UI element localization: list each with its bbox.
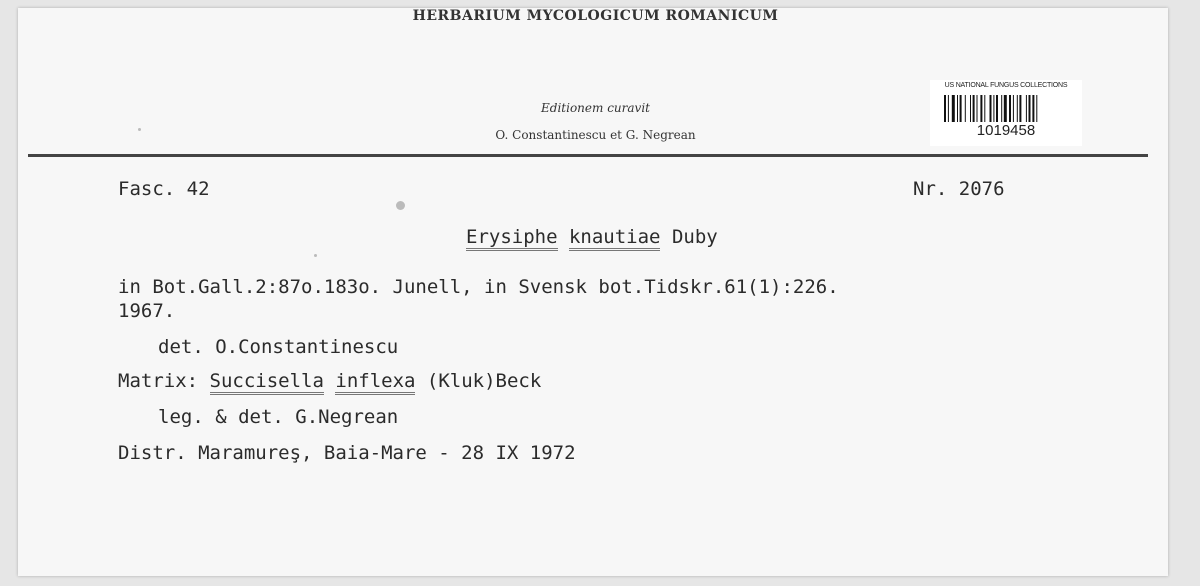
barcode-sticker xyxy=(930,80,1082,146)
barcode-image xyxy=(944,95,1068,122)
header-subtitle: Editionem curavit xyxy=(541,101,650,115)
species-genus: Erysiphe xyxy=(466,226,558,251)
barcode-org: US NATIONAL FUNGUS COLLECTIONS xyxy=(944,82,1068,89)
species-author: Duby xyxy=(671,226,718,248)
locality: Distr. Maramureş, Baia-Mare - 28 IX 1972 xyxy=(118,442,576,464)
speck xyxy=(138,128,141,131)
citation-line-2: 1967. xyxy=(118,300,176,322)
speck xyxy=(314,254,317,257)
citation-line-1: in Bot.Gall.2:87o.183o. Junell, in Svensk bot.Tidskr.61(1):226. xyxy=(118,276,839,298)
exsiccata-number: Nr. 2076 xyxy=(913,178,1005,200)
fascicle-number: Fasc. 42 xyxy=(118,178,210,200)
species-name xyxy=(466,226,718,248)
barcode-number: 1019458 xyxy=(976,122,1036,139)
species-epithet: knautiae xyxy=(569,226,661,251)
speck xyxy=(396,201,405,210)
header-title: HERBARIUM MYCOLOGICUM ROMANICUM xyxy=(412,8,779,24)
matrix-epithet: inflexa xyxy=(335,370,415,395)
matrix-author: (Kluk)Beck xyxy=(426,370,542,392)
herbarium-label xyxy=(18,8,1168,576)
collector: leg. & det. G.Negrean xyxy=(158,406,399,428)
matrix-label: Matrix: xyxy=(118,370,199,392)
header-rule xyxy=(28,154,1148,157)
determiner: det. O.Constantinescu xyxy=(158,336,399,358)
matrix-genus: Succisella xyxy=(210,370,324,395)
matrix-line xyxy=(118,370,541,392)
header-authors: O. Constantinescu et G. Negrean xyxy=(495,128,696,142)
